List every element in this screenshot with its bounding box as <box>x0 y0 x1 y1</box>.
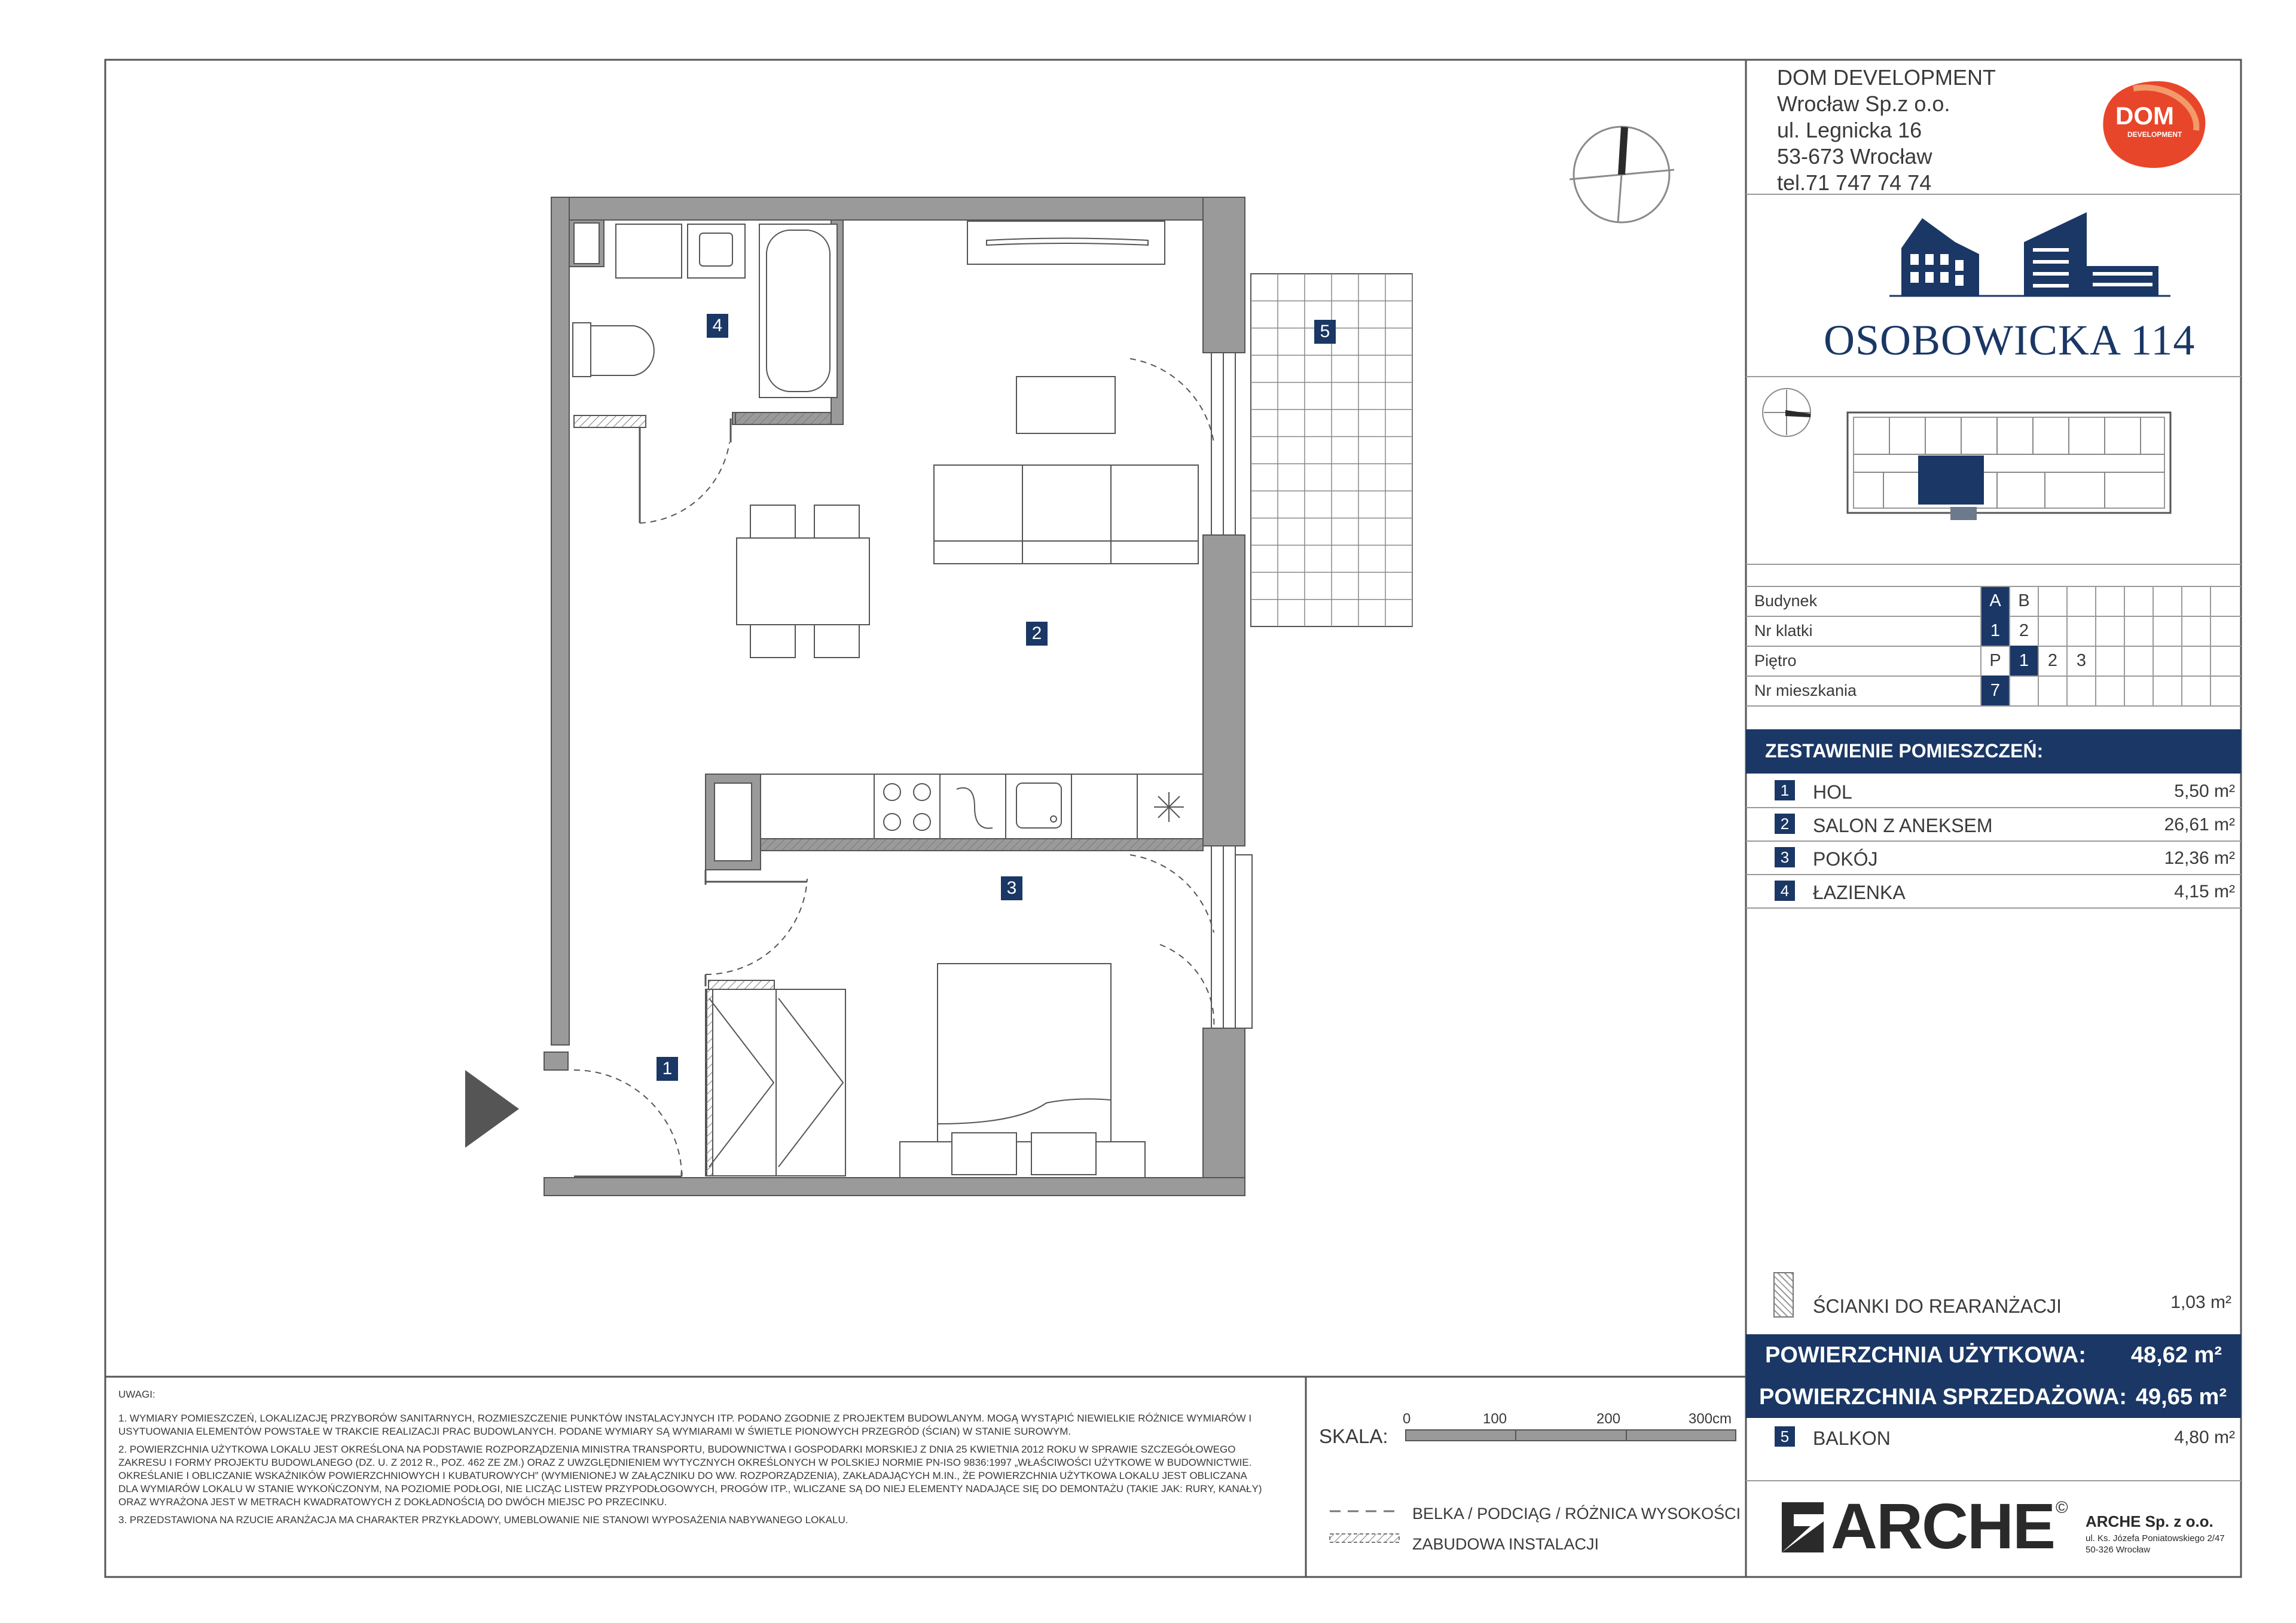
scale-tick: 100 <box>1483 1411 1507 1427</box>
company-line: 53-673 Wrocław <box>1777 144 1932 169</box>
selector-cell[interactable]: 2 <box>2038 646 2066 676</box>
sofa-icon <box>934 465 1198 564</box>
stove-icon <box>884 784 900 800</box>
selector-cell[interactable]: 7 <box>1980 676 2009 705</box>
sales-area-bar <box>1746 1376 2241 1418</box>
plan-label-5: 5 <box>1314 320 1336 344</box>
selector-cell[interactable]: P <box>1980 646 2009 676</box>
room-row <box>1746 807 2241 842</box>
company-line: tel.71 747 74 74 <box>1777 170 1932 195</box>
room-area: 4,15 m² <box>2174 882 2235 901</box>
selector-cell <box>2038 676 2066 705</box>
room-number: 3 <box>1775 847 1795 867</box>
company-line: ul. Legnicka 16 <box>1777 118 1922 142</box>
selector-cell <box>2095 676 2124 705</box>
apartment-highlight <box>1918 456 1984 505</box>
plan-label-4: 4 <box>707 314 728 338</box>
architect-name: ARCHE Sp. z o.o. <box>2086 1512 2213 1530</box>
company-line: Wrocław Sp.z o.o. <box>1777 91 1950 116</box>
selector-cell <box>2210 616 2239 646</box>
selector-cell <box>2181 676 2210 705</box>
scale-tick: 300cm <box>1689 1411 1732 1427</box>
selector-cell <box>2152 646 2181 676</box>
selector-cell <box>2210 586 2239 616</box>
selector-cell[interactable]: 1 <box>2009 646 2038 676</box>
room-area: 26,61 m² <box>2164 815 2235 835</box>
selector-cell <box>2066 676 2095 705</box>
architect-city: 50-326 Wrocław <box>2086 1545 2151 1555</box>
fridge-icon <box>1154 792 1184 822</box>
selector-row-label: Nr mieszkania <box>1754 681 1857 699</box>
washing-machine <box>616 224 682 278</box>
arche-word: ARCHE <box>1831 1490 2055 1562</box>
architect-address: ul. Ks. Józefa Poniatowskiego 2/47 <box>2086 1533 2225 1543</box>
toilet-icon <box>573 323 591 377</box>
sales-area-value: 49,65 m² <box>2135 1384 2227 1410</box>
room-number: 2 <box>1775 814 1795 834</box>
entrance-arrow-icon <box>465 1070 519 1148</box>
room-row <box>1746 874 2241 909</box>
note-item: 3. PRZEDSTAWIONA NA RZUCIE ARANŻACJA MA CHARAKTER PRZYKŁADOWY, UMEBLOWANIE NIE STANOWI WYPOSAŻENIA NABYWANEGO LOKALU. <box>118 1514 848 1526</box>
selector-cell <box>2152 676 2181 705</box>
room-row <box>1746 840 2241 875</box>
room-name: ŁAZIENKA <box>1813 882 1906 903</box>
selector-cell <box>2152 586 2181 616</box>
building-illustration-icon <box>1889 206 2170 308</box>
plan-label-3: 3 <box>1001 876 1022 900</box>
selector-cell <box>2066 586 2095 616</box>
selector-cell[interactable]: 3 <box>2066 646 2095 676</box>
selector-top-border <box>1746 586 2241 587</box>
usable-area-value: 48,62 m² <box>2130 1343 2222 1368</box>
selector-cell <box>2038 616 2066 646</box>
selector-row-label: Piętro <box>1754 652 1797 670</box>
selector-cell <box>2181 586 2210 616</box>
room-row <box>1746 774 2241 808</box>
key-plan-map <box>1763 389 2170 520</box>
room-name: SALON Z ANEKSEM <box>1813 815 1993 836</box>
sales-area-label: POWIERZCHNIA SPRZEDAŻOWA: <box>1759 1384 2127 1410</box>
selector-cell <box>2210 646 2239 676</box>
selector-cell[interactable]: A <box>1980 586 2009 616</box>
selector-cell[interactable]: 1 <box>1980 616 2009 646</box>
selector-cell <box>2066 616 2095 646</box>
usable-area-label: POWIERZCHNIA UŻYTKOWA: <box>1765 1343 2086 1368</box>
arche-copyright: © <box>2056 1498 2068 1517</box>
balcony-row <box>1746 1420 2241 1453</box>
balcony-area: 4,80 m² <box>2174 1428 2235 1447</box>
partition-wall <box>574 415 646 427</box>
logo-word: DOM <box>2115 102 2174 130</box>
selector-cell <box>2210 676 2239 705</box>
selector-cell <box>2095 616 2124 646</box>
room-name: POKÓJ <box>1813 848 1878 870</box>
room-number: 4 <box>1775 881 1795 901</box>
dining-table <box>737 538 869 625</box>
scale-tick: 200 <box>1596 1411 1621 1427</box>
selector-cell <box>2181 616 2210 646</box>
notes-title: UWAGI: <box>118 1389 155 1400</box>
legend-install: ZABUDOWA INSTALACJI <box>1412 1535 1599 1553</box>
logo-sub: DEVELOPMENT <box>2127 130 2182 139</box>
selector-cell[interactable]: 2 <box>2009 616 2038 646</box>
note-item: 2. POWIERZCHNIA UŻYTKOWA LOKALU JEST OKREŚLONA NA PODSTAWIE ROZPORZĄDZENIA MINISTRA TRANSPORTU, BUDOWNICTWA I GOSPODARKI MORSKIEJ Z DNIA 25 KWIETNIA 2012 ROKU W SPRAWIE SZCZEGÓŁOWEGO ZAKRESU I FORMY PROJEKTU BUDOWLANEGO (DZ. U. Z 2012 R., POZ. 462 ZE ZM.) ORAZ Z UWZGLĘDNIENIEM WYTYCZNYCH OKREŚLONYCH W POLSKIEJ NORMIE PN-ISO 9836:1997 „WŁAŚCIWOŚCI UŻYTKOWE W BUDOWNICTWIE. OKREŚLANIE I OBLICZANIE WSKAŹNIKÓW POWIERZCHNIOWYCH I KUBATUROWYCH” (WYMIENIONEJ W ZAŁĄCZNIKU DO WW. ROZPORZĄDZENIA), ZAKŁADAJĄCYCH M.IN., ŻE POWIERZCHNIA UŻYTKOWA LOKALU JEST OBLICZANA DLA WYMIARÓW LOKALU W STANIE WYKOŃCZONYM, NA POZIOMIE PODŁOGI, NIE LICZĄC LISTEW PRZYPODŁOGOWYCH, PROGÓW ITP., WLICZANE SĄ DO NIEJ ELEMENTY NADAJĄCE SIĘ DO DEMONTAŻU (TAKIE JAK: RURY, KANAŁY) ORAZ WYRAŻONA JEST W METRACH KWADRATOWYCH Z DOKŁADNOŚCIĄ DO DWÓCH MIEJSC PO PRZECINKU. <box>118 1444 1262 1508</box>
selector-row <box>1746 676 2241 707</box>
partition-area: 1,03 m² <box>2170 1292 2231 1312</box>
balcony-name: BALKON <box>1813 1428 1891 1449</box>
rooms-header <box>1746 729 2241 774</box>
selector-row <box>1746 646 2241 677</box>
selector-cell[interactable]: B <box>2009 586 2038 616</box>
selector-cell <box>2124 586 2152 616</box>
room-area: 12,36 m² <box>2164 848 2235 868</box>
scale-bar <box>1405 1429 1737 1447</box>
usable-area-bar <box>1746 1334 2241 1376</box>
legend-beam: BELKA / PODCIĄG / RÓŻNICA WYSOKOŚCI <box>1412 1505 1741 1523</box>
selector-row-label: Nr klatki <box>1754 622 1813 640</box>
selector-cell <box>2095 586 2124 616</box>
coffee-table <box>1016 377 1115 433</box>
selector-cell <box>2095 646 2124 676</box>
selector-cell <box>2181 646 2210 676</box>
partition-hatch-icon <box>1773 1272 1794 1318</box>
scale-label: SKALA: <box>1319 1425 1388 1447</box>
kitchen-counter <box>761 774 1203 839</box>
scale-tick: 0 <box>1403 1411 1411 1427</box>
project-title: OSOBOWICKA 114 <box>1824 316 2196 364</box>
selector-cell <box>2152 616 2181 646</box>
dom-development-logo <box>2097 77 2211 172</box>
rooms-header-text: ZESTAWIENIE POMIESZCZEŃ: <box>1765 740 2044 762</box>
room-area: 5,50 m² <box>2174 781 2235 801</box>
selector-cell <box>2124 616 2152 646</box>
legend-icons <box>1329 1505 1400 1547</box>
room-name: HOL <box>1813 781 1852 803</box>
selector-cell <box>2009 676 2038 705</box>
notes-block <box>118 1388 1266 1527</box>
partition-label: ŚCIANKI DO REARANŻACJI <box>1813 1295 2062 1317</box>
selector-cell <box>2124 676 2152 705</box>
selector-row <box>1746 616 2241 647</box>
plan-label-1: 1 <box>657 1057 678 1081</box>
company-address <box>1777 65 1996 196</box>
room-number: 1 <box>1775 780 1795 800</box>
company-line: DOM DEVELOPMENT <box>1777 65 1996 90</box>
selector-cell <box>2124 646 2152 676</box>
bathroom-fixtures <box>573 224 837 398</box>
selector-row <box>1746 586 2241 617</box>
balcony-num: 5 <box>1775 1426 1795 1447</box>
compass-icon <box>1570 127 1674 222</box>
selector-row-label: Budynek <box>1754 592 1818 610</box>
selector-cell <box>2038 586 2066 616</box>
bedroom-furniture <box>706 964 1145 1178</box>
note-item: 1. WYMIARY POMIESZCZEŃ, LOKALIZACJĘ PRZYBORÓW SANITARNYCH, ROZMIESZCZENIE PUNKTÓW INSTALACYJNYCH ITP. PODANO ZGODNIE Z PROJEKTEM BUDOWLANYM. MOGĄ WYSTĄPIĆ NIEWIELKIE RÓŻNICE WYMIARÓW I USYTUOWANIA ELEMENTÓW POWSTAŁE W TRAKCIE REALIZACJI PRAC BUDOWLANYCH. PODANE WYMIARY SĄ WYMIARAMI W ŚWIETLE PIONOWYCH PRZEGRÓD (ŚCIAN) W STANIE SUROWYM. <box>118 1413 1252 1437</box>
plan-label-2: 2 <box>1026 622 1048 646</box>
